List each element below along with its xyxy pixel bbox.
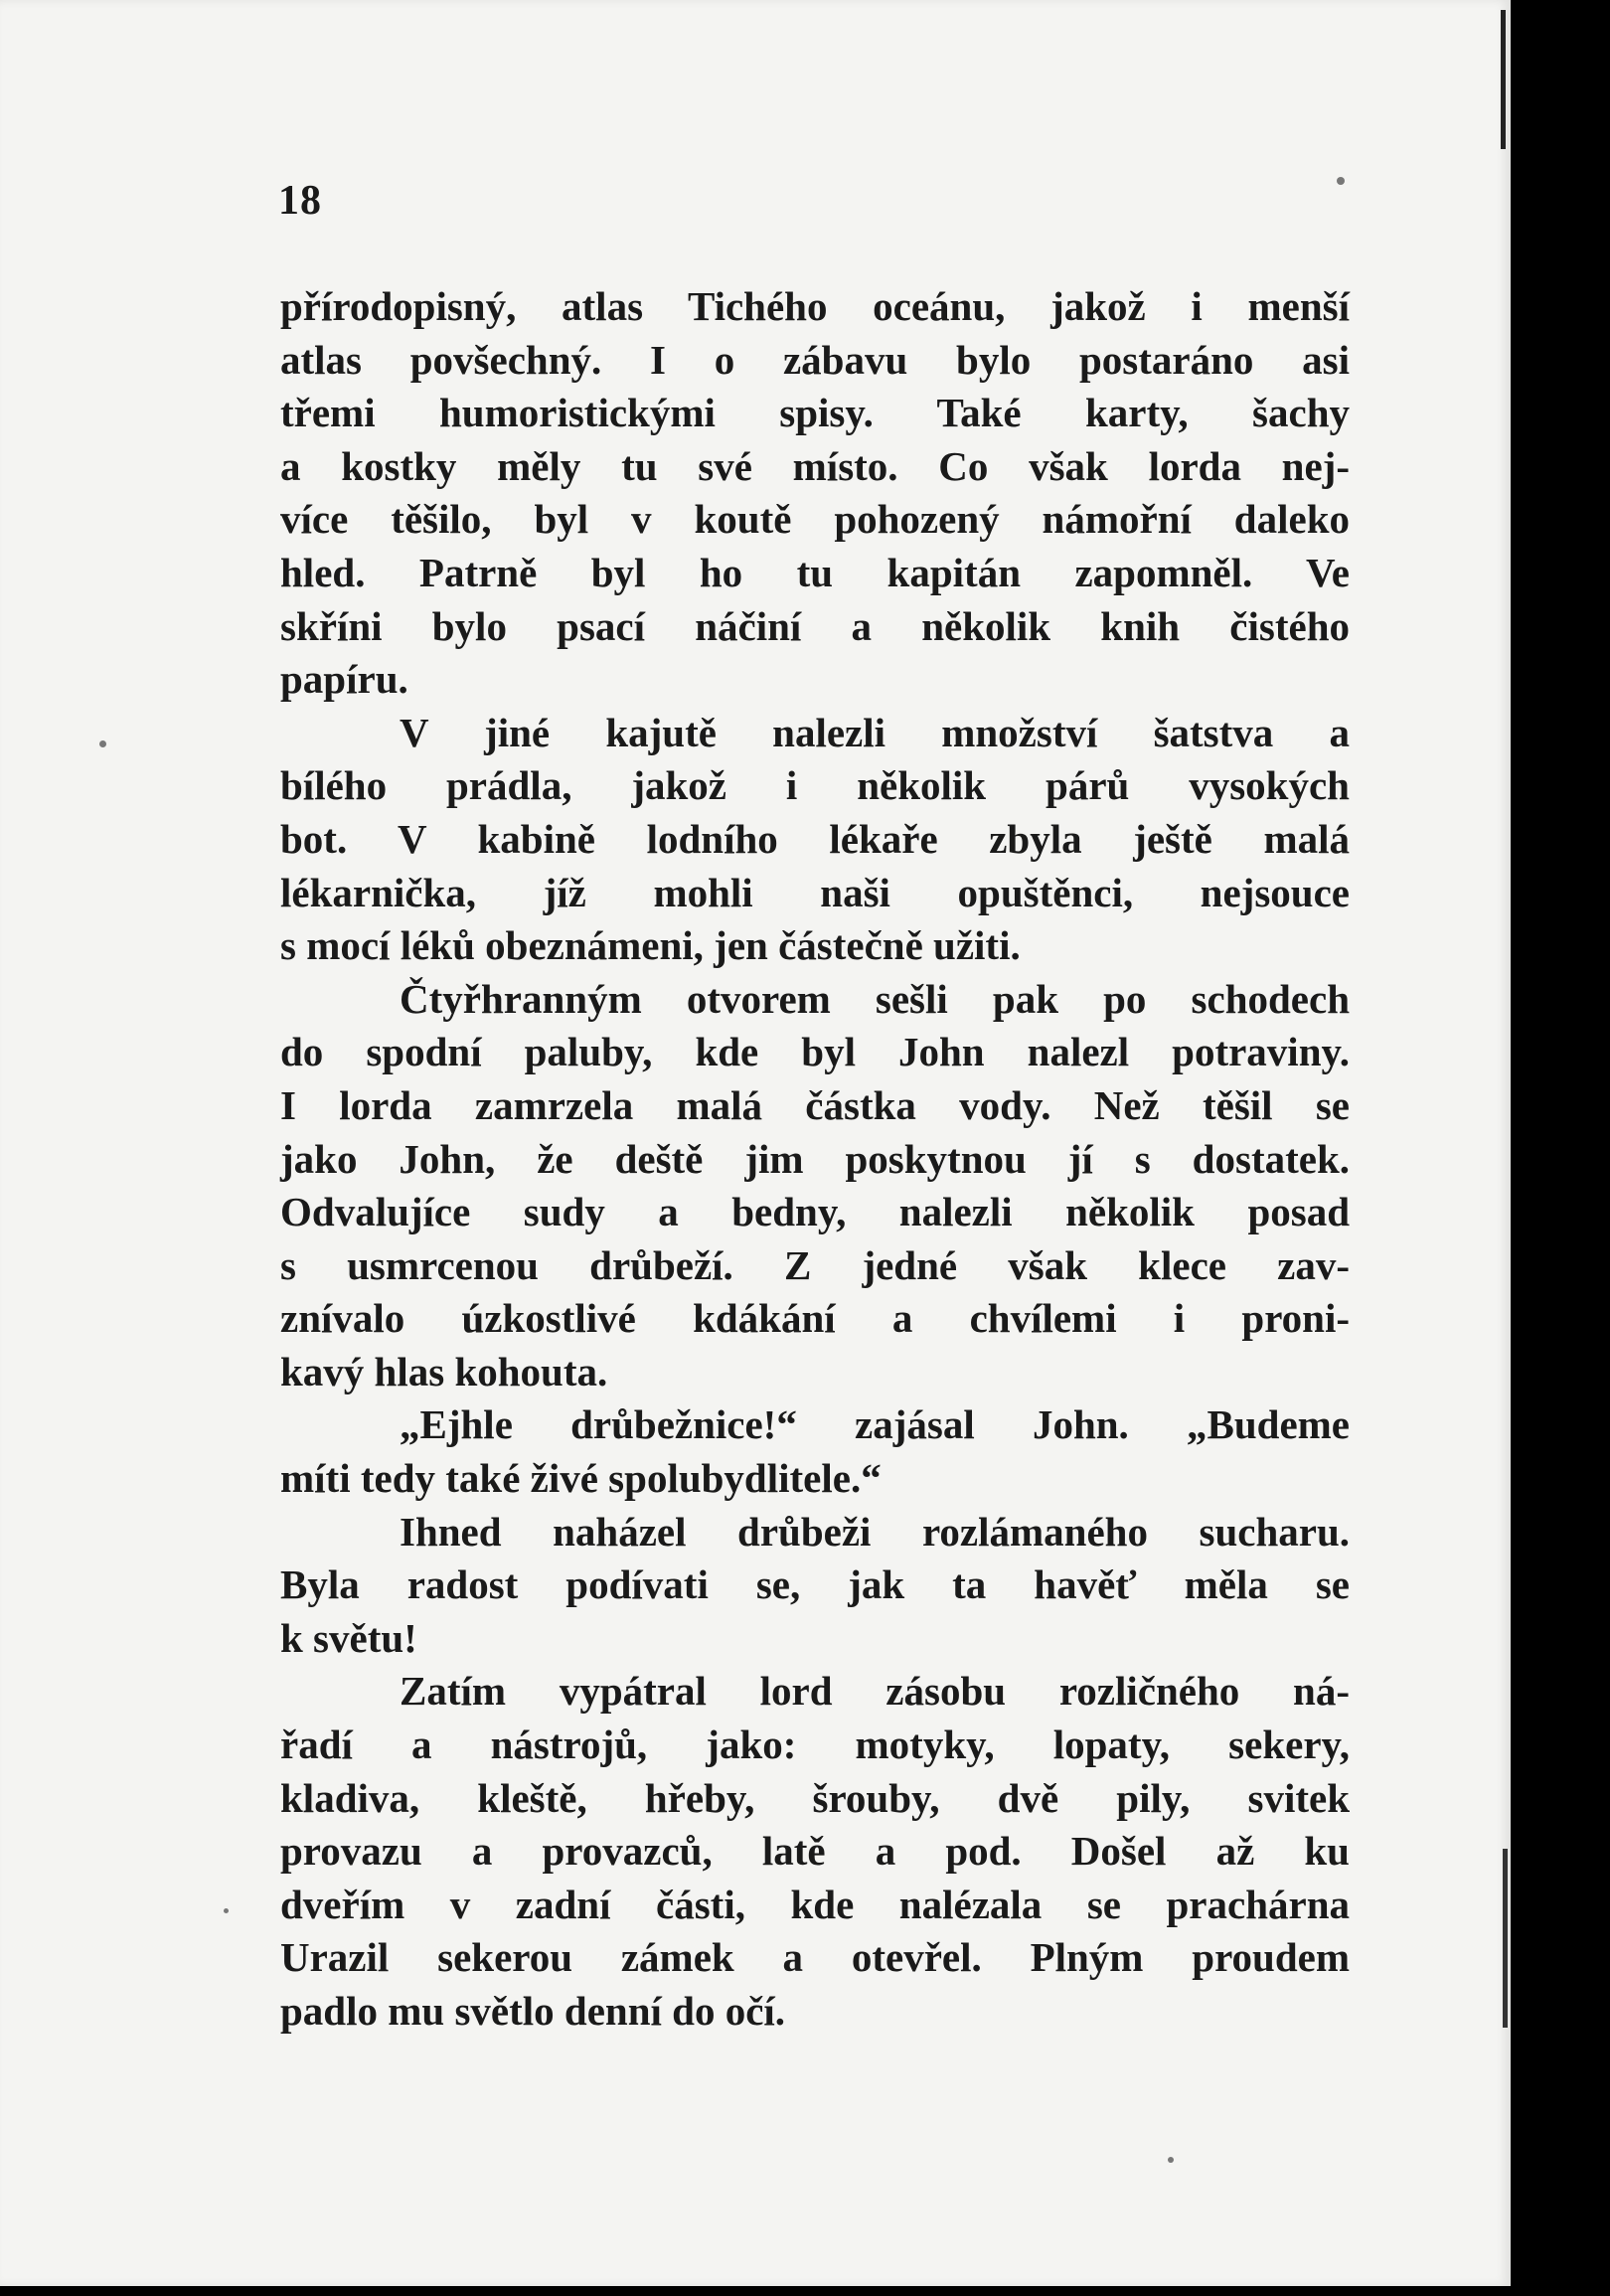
paragraph-first-line: Čtyřhranným otvorem sešli pak po schodech <box>400 975 1350 1022</box>
text-line: papíru. <box>280 656 408 703</box>
text-line: znívalo úzkostlivé kdákání a chvílemi i proni- <box>280 1295 1350 1342</box>
text-line: řadí a nástrojů, jako: motyky, lopaty, sekery, <box>280 1722 1350 1768</box>
text-line: s usmrcenou drůbeží. Z jedné však klece zav- <box>280 1241 1350 1288</box>
page-number: 18 <box>278 178 322 224</box>
text-line: do spodní paluby, kde byl John nalezl potraviny. <box>280 1029 1350 1075</box>
text-line: kavý hlas kohouta. <box>280 1348 608 1394</box>
text-line: lékarnička, jíž mohli naši opuštěnci, nejsouce <box>280 869 1350 915</box>
page-edge-mark <box>1503 1849 1508 2028</box>
text-line: hled. Patrně byl ho tu kapitán zapomněl. Ve <box>280 549 1350 595</box>
text-line: třemi humoristickými spisy. Také karty, šachy <box>280 390 1350 436</box>
text-line: Byla radost podívati se, jak ta havěť měla se <box>280 1561 1350 1608</box>
scan-speck <box>99 740 106 747</box>
text-line: bílého prádla, jakož i několik párů vysokých <box>280 762 1350 809</box>
text-line: a kostky měly tu své místo. Co však lorda nej- <box>280 442 1350 489</box>
text-line: k světu! <box>280 1614 417 1661</box>
scan-speck <box>1168 2157 1174 2163</box>
scan-speck <box>224 1908 229 1913</box>
text-line: přírodopisný, atlas Tichého oceánu, jakož i menší <box>280 283 1350 329</box>
paragraph-first-line: „Ejhle drůbežnice!“ zajásal John. „Budeme <box>400 1401 1350 1448</box>
text-line: bot. V kabině lodního lékaře zbyla ještě malá <box>280 815 1350 862</box>
text-line: kladiva, kleště, hřeby, šrouby, dvě pily, svitek <box>280 1774 1350 1821</box>
text-line: provazu a provazců, latě a pod. Došel až ku <box>280 1828 1350 1875</box>
scan-border <box>1511 0 1610 2296</box>
text-line: míti tedy také živé spolubydlitele.“ <box>280 1455 882 1502</box>
text-line: jako John, že deště jim poskytnou jí s dostatek. <box>280 1135 1350 1182</box>
text-line: padlo mu světlo denní do očí. <box>280 1988 786 2034</box>
paragraph-first-line: Zatím vypátral lord zásobu rozličného ná- <box>400 1668 1350 1715</box>
text-line: atlas povšechný. I o zábavu bylo postaráno asi <box>280 336 1350 383</box>
body-text <box>280 280 1350 2039</box>
text-line: I lorda zamrzela malá částka vody. Než těšil se <box>280 1081 1350 1128</box>
paragraph-first-line: Ihned naházel drůbeži rozlámaného sucharu. <box>400 1508 1350 1555</box>
text-line: dveřím v zadní části, kde nalézala se prachárna <box>280 1881 1350 1927</box>
page-edge-mark <box>1501 10 1506 149</box>
paragraph-first-line: V jiné kajutě nalezli množství šatstva a <box>400 709 1350 755</box>
text-line: s mocí léků obeznámeni, jen částečně užiti. <box>280 922 1021 969</box>
text-line: více těšilo, byl v koutě pohozený námořní daleko <box>280 496 1350 543</box>
text-line: Urazil sekerou zámek a otevřel. Plným proudem <box>280 1934 1350 1981</box>
text-line: Odvalujíce sudy a bedny, nalezli několik posad <box>280 1189 1350 1235</box>
text-line: skříni bylo psací náčiní a několik knih čistého <box>280 602 1350 649</box>
scan-speck <box>1337 177 1345 185</box>
